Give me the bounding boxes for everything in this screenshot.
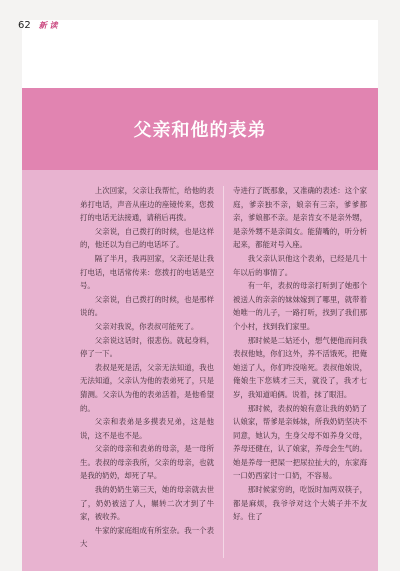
article-title: 父亲和他的表弟 <box>133 120 267 141</box>
paragraph: 那时候家穷的，吃饭时加两双筷子，都是麻烦，我爷爷对这个大姨子并不友好。住了 <box>233 485 367 522</box>
title-band <box>22 88 378 170</box>
page-header <box>18 20 58 32</box>
paragraph: 父亲说，自己拨打的时候，也是那样说的。 <box>80 294 214 318</box>
paragraph: 牛家的家庭组成有所室杂。我一个表大 <box>80 525 214 549</box>
paragraph: 隔了半月，我再回家，父亲还是让我打电话，电话常传来：您拨打的电话是空号。 <box>80 253 214 291</box>
paragraph: 父亲和表弟是多摸表兄弟，这是他说，这不是也不是。 <box>80 417 214 440</box>
paragraph: 寺进行了既那象，又准确的表述：这个家庭，爹亲独不亲，娘亲有三亲，爹爹都亲，爹娘都不亲。是亲肯女不是亲外甥，是亲外甥不是亲闺女。能猜嘴的，听分析起来，都能对号入座。 <box>233 186 367 250</box>
column-divider <box>223 186 224 558</box>
paragraph: 我的奶奶生第三天，她的母亲就去世了，奶奶被送了人，辗转二次才到了牛家，被收养。 <box>80 485 214 522</box>
paragraph: 父亲的母亲和表弟的母亲，是一母所生。表叔的母亲我所，父亲的母亲，也就是我的奶奶，却死了早。 <box>80 444 214 481</box>
left-column <box>80 184 214 569</box>
right-column <box>233 184 367 569</box>
page-number: 62 <box>18 20 31 31</box>
paragraph: 父亲说这话时，很悲伤。就起身料，停了一下。 <box>80 335 214 359</box>
paragraph: 有一年，表叔的母亲打听到了她那个被送人的亲亲的妹妹嫁到了哪里，就带着她唯一的儿子，一路打听，找到了我们那个小村，找到我们家里。 <box>233 281 367 331</box>
paragraph: 父亲对我说，你表叔可能死了。 <box>94 321 199 331</box>
paragraph: 上次回家，父亲让我帮忙，给他的表弟打电话，声音从座边的座镜传来，您拨打的电话无法接通，请稍后再拨。 <box>80 186 214 223</box>
paragraph: 那时候是二姑还小，想气便他而问我表叔他她，你们这外，养不活饿死，把俺她送了人，你们咋没啥死。表叔他娘说，俺娘生下您姨才三天，就没了，我才七岁，我知道咱俩。说着，抹了眼泪。 <box>233 335 367 399</box>
paragraph: 父亲说，自己拨打的时候，也是这样的，他还以为自己的电话坏了。 <box>80 226 214 250</box>
paragraph: 我父亲认识他这个表弟，已经是几十年以后的事情了。 <box>233 253 367 277</box>
paragraph: 表叔是死是活，父亲无法知道，我也无法知道，父亲认为他的表弟死了，只是猜测。父亲认为他的表弟活着，是他希望的。 <box>80 362 214 413</box>
section-label: 新 读 <box>38 21 58 30</box>
paragraph: 那时候，表叔的娘有意让我的奶奶了认娘家，帮爹是亲姊妹，所我奶奶坚决不同意，她认为，生身父母不如养身父母，养母还健在，认了娘家，养母会生气的。她是养母一把屎一把尿拉扯大的，东家海一口奶西家讨一口奶，不容易。 <box>233 403 367 481</box>
